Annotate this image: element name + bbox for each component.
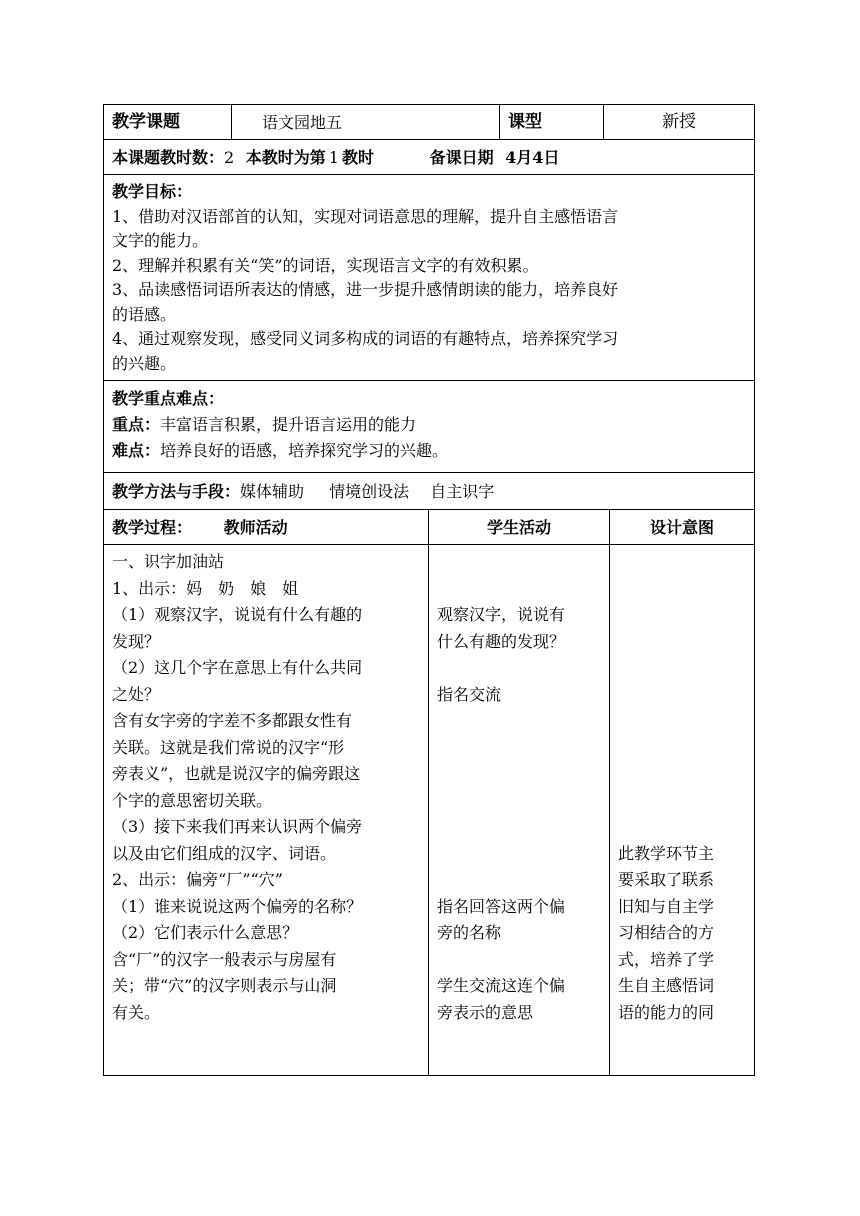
student-line (437, 867, 603, 894)
teacher-line: 发现？ (112, 631, 161, 651)
type-value: 新授 (604, 105, 755, 140)
key-points-title: 教学重点难点： (112, 389, 225, 408)
student-line: 学生交流这连个偏 (437, 976, 566, 995)
methods-label: 教学方法与手段： (112, 481, 241, 501)
student-line (437, 788, 603, 815)
design-line: 习相结合的方 (618, 923, 715, 942)
teacher-line: （1）观察汉字，说说有什么有趣的 (112, 605, 363, 624)
design-line (618, 602, 748, 629)
topic-row (104, 105, 755, 140)
method-item: 情境创设法 (329, 481, 410, 501)
student-line: 观察汉字，说说有 (437, 605, 566, 624)
student-line: 指名交流 (437, 684, 502, 704)
topic-value (232, 105, 500, 140)
student-col-header: 学生活动 (429, 510, 610, 545)
objective-line: 文字的能力。 (112, 231, 209, 250)
design-line: 式，培养了学 (618, 949, 715, 969)
design-line (618, 549, 748, 576)
student-line (437, 761, 603, 788)
teacher-line: 有关。 (112, 1002, 161, 1022)
method-item: 自主识字 (430, 481, 495, 501)
student-line (437, 576, 603, 603)
current-suffix: 教时 (341, 147, 374, 167)
design-line (618, 576, 748, 603)
objective-line: 的兴趣。 (112, 353, 177, 373)
student-line (437, 841, 603, 868)
hours-label: 本课题教时数： (112, 147, 225, 167)
student-line (437, 655, 603, 682)
student-line (437, 735, 603, 762)
current-hour: 1 (328, 147, 339, 167)
student-line (437, 549, 603, 576)
teacher-col-header: 教师活动 (223, 517, 288, 537)
objective-line: 1、借助对汉语部首的认知，实现对词语意思的理解，提升自主感悟语言 (112, 206, 619, 226)
teacher-line: 一、识字加油站 (112, 552, 225, 571)
teacher-line: （1）谁来说说这两个偏旁的名称？ (112, 896, 363, 916)
objective-line: 4、通过观察发现，感受同义词多构成的词语的有趣特点，培养探究学习 (112, 329, 619, 348)
objective-line: 3、品读感悟词语所表达的情感，进一步提升感情朗读的能力，培养良好 (112, 280, 619, 299)
objectives-row (104, 175, 755, 381)
teacher-line: 2、出示：偏旁“厂”“穴” (112, 870, 283, 889)
design-line: 生自主感悟词 (618, 976, 715, 995)
design-intent-cell (610, 545, 755, 1076)
objective-line: 的语感。 (112, 304, 177, 324)
key-points-row (104, 381, 755, 473)
teacher-line: 1、出示：妈 奶 娘 姐 (112, 578, 299, 598)
difficulty-text: 培养良好的语感，培养探究学习的兴趣。 (160, 441, 449, 460)
teacher-line: 之处？ (112, 684, 161, 704)
design-line (618, 682, 748, 709)
hours-total: 2 (224, 147, 235, 167)
difficulty-line (112, 438, 746, 464)
method-item: 媒体辅助 (240, 481, 305, 501)
student-activity-cell (429, 545, 610, 1076)
current-prefix: 本教时为第 (245, 147, 326, 167)
student-line (437, 947, 603, 974)
design-line (618, 708, 748, 735)
student-line: 指名回答这两个偏 (437, 896, 566, 916)
process-table (103, 509, 755, 1076)
process-body-row (104, 545, 755, 1076)
methods-row (104, 473, 755, 510)
focus-label: 重点： (112, 415, 161, 434)
design-line (618, 814, 748, 841)
design-line (618, 735, 748, 762)
teacher-line: 以及由它们组成的汉字、词语。 (112, 843, 337, 863)
teacher-line: （2）这几个字在意思上有什么共同 (112, 658, 363, 677)
teacher-activity-cell (104, 545, 429, 1076)
objective-line: 2、理解并积累有关“笑”的词语，实现语言文字的有效积累。 (112, 255, 539, 275)
lesson-plan-page (103, 104, 754, 1076)
student-line: 旁的名称 (437, 923, 502, 942)
date-value: 4月4日 (505, 147, 560, 167)
design-line (618, 655, 748, 682)
process-label: 教学过程： (112, 517, 193, 537)
design-line (618, 788, 748, 815)
design-line: 此教学环节主 (618, 843, 715, 863)
process-header-row (104, 510, 755, 545)
teacher-line: 含有女字旁的字差不多都跟女性有 (112, 711, 353, 730)
design-line (618, 761, 748, 788)
student-line: 什么有趣的发现？ (437, 631, 566, 651)
hours-row (104, 140, 755, 175)
design-line (618, 629, 748, 656)
focus-text: 丰富语言积累，提升语言运用的能力 (160, 415, 417, 434)
teacher-line: 关联。这就是我们常说的汉字“形 (112, 737, 345, 757)
student-line: 旁表示的意思 (437, 1002, 534, 1022)
objectives-title: 教学目标： (112, 182, 193, 201)
teacher-line: （3）接下来我们再来认识两个偏旁 (112, 817, 363, 836)
teacher-line: （2）它们表示什么意思？ (112, 923, 299, 942)
difficulty-label: 难点： (112, 441, 161, 460)
teacher-line: 个字的意思密切关联。 (112, 790, 273, 810)
lesson-plan-table (103, 104, 755, 510)
topic-value-text: 语文园地五 (262, 112, 343, 132)
design-line: 旧知与自主学 (618, 896, 715, 916)
teacher-line: 含“厂”的汉字一般表示与房屋有 (112, 949, 337, 969)
focus-line (112, 412, 746, 438)
topic-label: 教学课题 (104, 105, 232, 140)
design-line: 要采取了联系 (618, 870, 715, 889)
student-line (437, 708, 603, 735)
teacher-line: 关；带“穴”的汉字则表示与山洞 (112, 976, 337, 995)
date-label: 备课日期 (429, 147, 494, 167)
student-line (437, 814, 603, 841)
design-line: 语的能力的同 (618, 1002, 715, 1022)
type-label: 课型 (500, 105, 604, 140)
design-col-header: 设计意图 (610, 510, 755, 545)
teacher-line: 旁表义”，也就是说汉字的偏旁跟这 (112, 764, 361, 783)
